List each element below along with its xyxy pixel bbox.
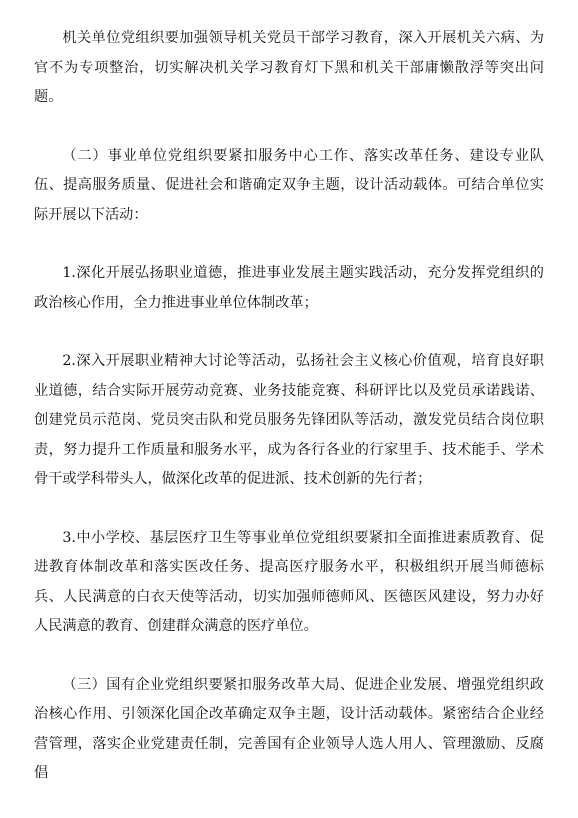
paragraph-section-two: （二）事业单位党组织要紧扣服务中心工作、落实改革任务、建设专业队伍、提高服务质量、促进社会和谐确定双争主题，设计活动载体。可结合单位实际开展以下活动： (34, 147, 544, 223)
paragraph-item-3: 3.中小学校、基层医疗卫生等事业单位党组织要紧扣全面推进素质教育、促进教育体制改革和落实医改任务、提高医疗服务水平，积极组织开展当师德标兵、人民满意的白衣天使等活动，切实加强师德师风、医德医风建设，努力办好人民满意的教育、创建群众满意的医疗单位。 (34, 529, 544, 634)
paragraph-item-2: 2.深入开展职业精神大讨论等活动，弘扬社会主义核心价值观，培育良好职业道德，结合实际开展劳动竞赛、业务技能竞赛、科研评比以及党员承诺践诺、创建党员示范岗、党员突击队和党员服务先锋团队等活动，激发党员结合岗位职责，努力提升工作质量和服务水平，成为各行各业的行家里手、技术能手、学术骨干或学科带头人，做深化改革的促进派、技术创新的先行者； (34, 353, 544, 487)
document-page (34, 24, 544, 789)
paragraph-organ-units: 机关单位党组织要加强领导机关党员干部学习教育，深入开展机关六病、为官不为专项整治，切实解决机关学习教育灯下黑和机关干部庸懒散浮等突出问题。 (34, 30, 544, 105)
paragraph-item-1: 1.深化开展弘扬职业道德，推进事业发展主题实践活动，充分发挥党组织的政治核心作用，全力推进事业单位体制改革； (34, 265, 544, 311)
paragraph-section-three: （三）国有企业党组织要紧扣服务改革大局、促进企业发展、增强党组织政治核心作用、引领深化国企改革确定双争主题，设计活动载体。紧密结合企业经营管理，落实企业党建责任制，完善国有企业领导人选人用人、管理激励、反腐倡 (34, 676, 544, 781)
